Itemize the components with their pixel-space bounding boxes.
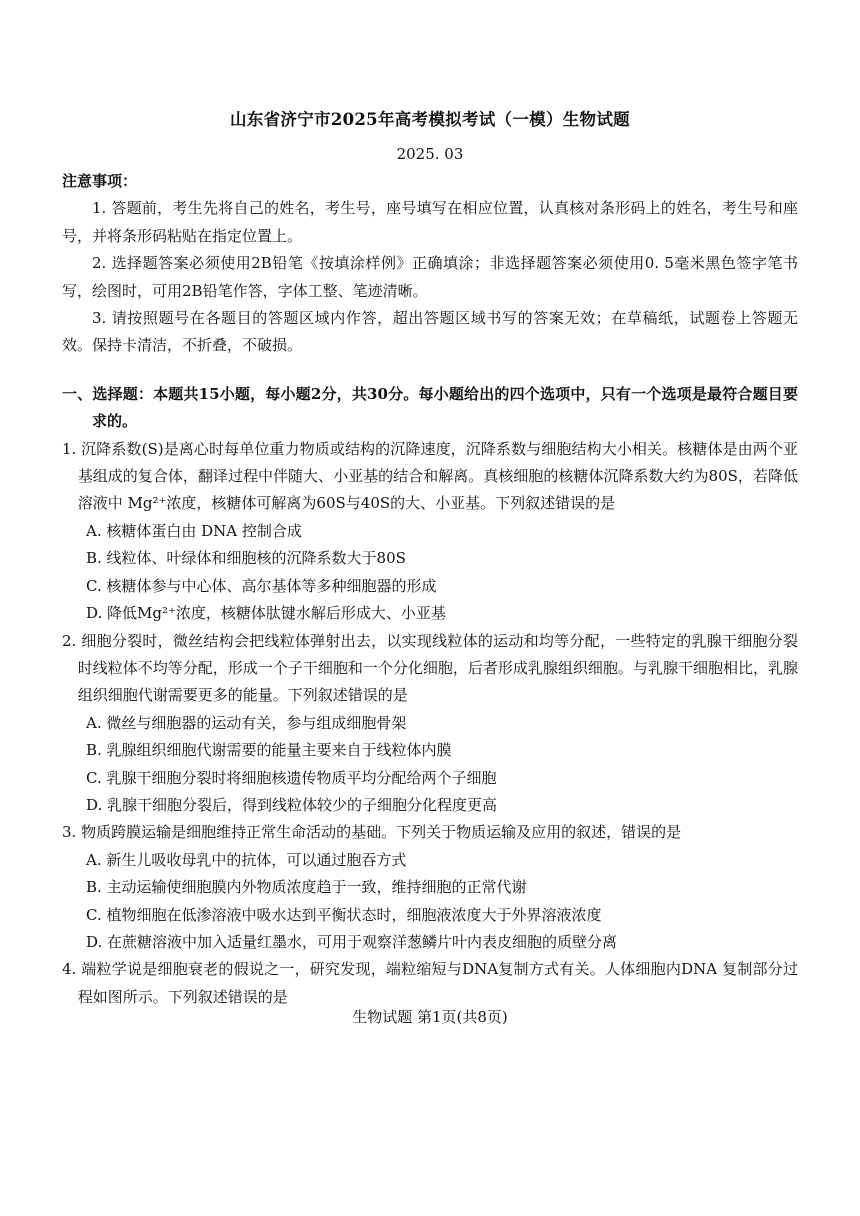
option-a: A. 新生儿吸收母乳中的抗体，可以通过胞吞方式 [86, 850, 407, 869]
notice-item-3: 3. 请按照题号在各题目的答题区域内作答，超出答题区域书写的答案无效；在草稿纸，试题卷上答题无效。保持卡清洁，不折叠，不破损。 [62, 309, 798, 355]
question-stem: 3. 物质跨膜运输是细胞维持正常生命活动的基础。下列关于物质运输及应用的叙述，错误的是 [62, 823, 682, 842]
question-1 [62, 436, 798, 628]
question-stem: 2. 细胞分裂时，微丝结构会把线粒体弹射出去，以实现线粒体的运动和均等分配，一些特定的乳腺干细胞分裂时线粒体不均等分配，形成一个子干细胞和一个分化细胞，后者形成乳腺组织细胞。与乳腺干细胞相比，乳腺组织细胞代谢需要更多的能量。下列叙述错误的是 [62, 631, 798, 705]
page-footer: 生物试题 第1页(共8页) [352, 1008, 508, 1026]
option-c: C. 核糖体参与中心体、高尔基体等多种细胞器的形成 [86, 576, 437, 595]
exam-content [62, 168, 798, 1011]
option-c: C. 植物细胞在低渗溶液中吸水达到平衡状态时，细胞液浓度大于外界溶液浓度 [86, 905, 602, 924]
question-2 [62, 628, 798, 820]
exam-date: 2025. 03 [396, 145, 464, 163]
notice-item-2: 2. 选择题答案必须使用2B铅笔《按填涂样例》正确填涂；非选择题答案必须使用0. 5毫米黑色签字笔书写，绘图时，可用2B铅笔作答，字体工整、笔迹清晰。 [62, 254, 798, 300]
question-stem: 1. 沉降系数(S)是离心时每单位重力物质或结构的沉降速度，沉降系数与细胞结构大小相关。核糖体是由两个亚基组成的复合体，翻译过程中伴随大、小亚基的结合和解离。真核细胞的核糖体沉降系数大约为80S，若降低溶液中 Mg²⁺浓度，核糖体可解离为60S与40S的大、小亚基。下列叙述错误的是 [62, 439, 798, 513]
option-b: B. 乳腺组织细胞代谢需要的能量主要来自于线粒体内膜 [86, 741, 452, 760]
option-d: D. 乳腺干细胞分裂后，得到线粒体较少的子细胞分化程度更高 [86, 795, 498, 814]
option-b: B. 主动运输使细胞膜内外物质浓度趋于一致，维持细胞的正常代谢 [86, 878, 527, 897]
section-heading: 一、选择题：本题共15小题，每小题2分，共30分。每小题给出的四个选项中，只有一个选项是最符合题目要求的。 [62, 384, 798, 431]
option-d: D. 降低Mg²⁺浓度，核糖体肽键水解后形成大、小亚基 [86, 604, 446, 623]
option-d: D. 在蔗糖溶液中加入适量红墨水，可用于观察洋葱鳞片叶内表皮细胞的质壁分离 [86, 932, 618, 951]
option-a: A. 微丝与细胞器的运动有关，参与组成细胞骨架 [86, 713, 407, 732]
exam-title: 山东省济宁市2025年高考模拟考试（一模）生物试题 [230, 110, 630, 129]
question-stem: 4. 端粒学说是细胞衰老的假说之一，研究发现，端粒缩短与DNA复制方式有关。人体细胞内DNA 复制部分过程如图所示。下列叙述错误的是 [62, 960, 798, 1006]
option-c: C. 乳腺干细胞分裂时将细胞核遗传物质平均分配给两个子细胞 [86, 768, 497, 787]
option-a: A. 核糖体蛋白由 DNA 控制合成 [86, 521, 302, 540]
question-3 [62, 819, 798, 956]
notice-heading: 注意事项： [62, 172, 138, 190]
question-4 [62, 956, 798, 1011]
notice-item-1: 1. 答题前，考生先将自己的姓名，考生号，座号填写在相应位置，认真核对条形码上的姓名，考生号和座号，并将条形码粘贴在指定位置上。 [62, 199, 798, 245]
option-b: B. 线粒体、叶绿体和细胞核的沉降系数大于80S [86, 549, 406, 568]
